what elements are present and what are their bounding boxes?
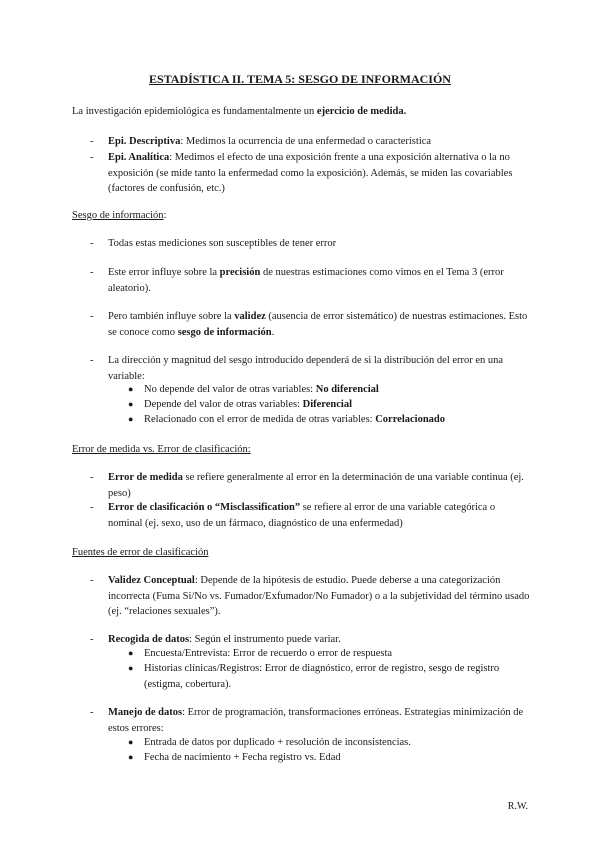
dash-bullet-icon: - <box>90 267 94 278</box>
footer-initials: R.W. <box>507 801 528 812</box>
dot-bullet-icon: ● <box>128 384 134 394</box>
sub-text: Historias clínicas/Registros: Error de diagnóstico, error de registro, sesgo de registro (estigma, cobertura). <box>144 663 500 690</box>
bold-precision: precisión <box>219 267 261 278</box>
bullet-text: : Según el instrumento puede variar. <box>189 634 341 645</box>
sub-text: Fecha de nacimiento + Fecha registro vs. Edad <box>144 752 341 763</box>
list-item <box>90 265 530 296</box>
bold-validez: validez <box>234 311 266 322</box>
dash-bullet-icon: - <box>90 502 94 513</box>
sub-text: Encuesta/Entrevista: Error de recuerdo o error de respuesta <box>144 648 393 659</box>
list-item <box>90 705 530 736</box>
bullet-text: (ausencia de error sistemático) de nuestras estimaciones. Esto se conoce como <box>108 311 528 338</box>
sub-list-item <box>128 397 528 413</box>
heading-fuentes: Fuentes de error de clasificación <box>72 547 209 558</box>
dot-bullet-icon: ● <box>128 399 134 409</box>
dash-bullet-icon: - <box>90 136 94 147</box>
bold-error-clasificacion: Error de clasificación o “Misclassification” <box>108 502 301 513</box>
bold-manejo-datos: Manejo de datos <box>108 707 183 718</box>
list-item <box>90 236 530 252</box>
bold-validez-conceptual: Validez Conceptual <box>108 575 195 586</box>
page-title: ESTADÍSTICA II. TEMA 5: SESGO DE INFORMACIÓN <box>149 72 451 86</box>
dash-bullet-icon: - <box>90 575 94 586</box>
sub-text: Depende del valor de otras variables: <box>144 399 303 410</box>
sub-bold: No diferencial <box>315 384 379 395</box>
list-item <box>90 470 530 501</box>
sub-text: Relacionado con el error de medida de otras variables: <box>144 414 376 425</box>
term-analitica-text: : Medimos el efecto de una exposición frente a una exposición alternativa o la no exposición (se mide tanto la enfermedad como la exposición). Además, se miden las covariables (factores de confusión, etc.) <box>108 152 513 194</box>
list-item <box>90 309 530 340</box>
list-item <box>90 134 530 150</box>
heading-sesgo: Sesgo de información <box>72 210 164 221</box>
dot-bullet-icon: ● <box>128 414 134 424</box>
bullet-text: La dirección y magnitud del sesgo introducido dependerá de si la distribución del error en una variable: <box>108 355 504 382</box>
sub-bold: Diferencial <box>302 399 352 410</box>
dot-bullet-icon: ● <box>128 648 134 658</box>
bullet-text: : Depende de la hipótesis de estudio. Puede deberse a una categorización incorrecta (Fuma Si/No vs. Fumador/Exfumador/No Fumador) o a la subjetividad del término usado (ej. “relaciones sexuales”). <box>108 575 530 617</box>
dash-bullet-icon: - <box>90 634 94 645</box>
intro-text: La investigación epidemiológica es fundamentalmente un <box>72 106 317 117</box>
section-heading <box>72 545 532 561</box>
bullet-text: de nuestras estimaciones como vimos en el Tema 3 (error aleatorio). <box>108 267 504 294</box>
bullet-text: Pero también influye sobre la <box>108 311 235 322</box>
section-heading <box>72 208 532 224</box>
bullet-text: . <box>271 326 275 338</box>
bullet-text: Este error influye sobre la <box>108 267 220 278</box>
term-analitica: Epi. Analítica <box>108 152 170 163</box>
bullet-text: se refiere generalmente al error en la determinación de una variable continua (ej. peso) <box>108 472 524 499</box>
sub-bold: Correlacionado <box>375 414 446 425</box>
term-descriptiva: Epi. Descriptiva <box>108 136 181 147</box>
dash-bullet-icon: - <box>90 311 94 322</box>
sub-text: No depende del valor de otras variables: <box>144 384 316 395</box>
bullet-text: se refiere al error de una variable categórica o nominal (ej. sexo, uso de un fármaco, diagnóstico de una enfermedad) <box>108 502 496 529</box>
list-item <box>90 150 530 197</box>
sub-text: Entrada de datos por duplicado + resolución de inconsistencias. <box>144 737 411 748</box>
sub-list-item <box>128 382 528 398</box>
list-item <box>90 573 530 620</box>
sub-list-item <box>128 735 528 751</box>
dot-bullet-icon: ● <box>128 737 134 747</box>
dash-bullet-icon: - <box>90 472 94 483</box>
heading-colon: : <box>163 210 167 221</box>
intro-bold: ejercicio de medida. <box>316 106 407 117</box>
dot-bullet-icon: ● <box>128 752 134 762</box>
bold-error-medida: Error de medida <box>108 472 183 483</box>
bold-recogida-datos: Recogida de datos <box>108 634 190 645</box>
sub-list-item <box>128 661 528 692</box>
bold-sesgo: sesgo de información <box>177 326 272 338</box>
dash-bullet-icon: - <box>90 707 94 718</box>
heading-error-medida: Error de medida vs. Error de clasificación: <box>72 444 251 455</box>
bullet-text: : Error de programación, transformaciones erróneas. Estrategias minimización de estos errores: <box>108 707 524 734</box>
list-item <box>90 353 530 384</box>
dash-bullet-icon: - <box>90 238 94 249</box>
sub-list-item <box>128 646 528 662</box>
bullet-text: Todas estas mediciones son susceptibles de tener error <box>108 238 337 249</box>
dash-bullet-icon: - <box>90 355 94 366</box>
sub-list-item <box>128 412 528 428</box>
term-descriptiva-text: : Medimos la ocurrencia de una enfermedad o característica <box>180 136 432 147</box>
dash-bullet-icon: - <box>90 152 94 163</box>
dot-bullet-icon: ● <box>128 663 134 673</box>
section-heading <box>72 442 532 458</box>
intro-paragraph <box>72 104 532 120</box>
sub-list-item <box>128 750 528 766</box>
list-item <box>90 500 530 531</box>
